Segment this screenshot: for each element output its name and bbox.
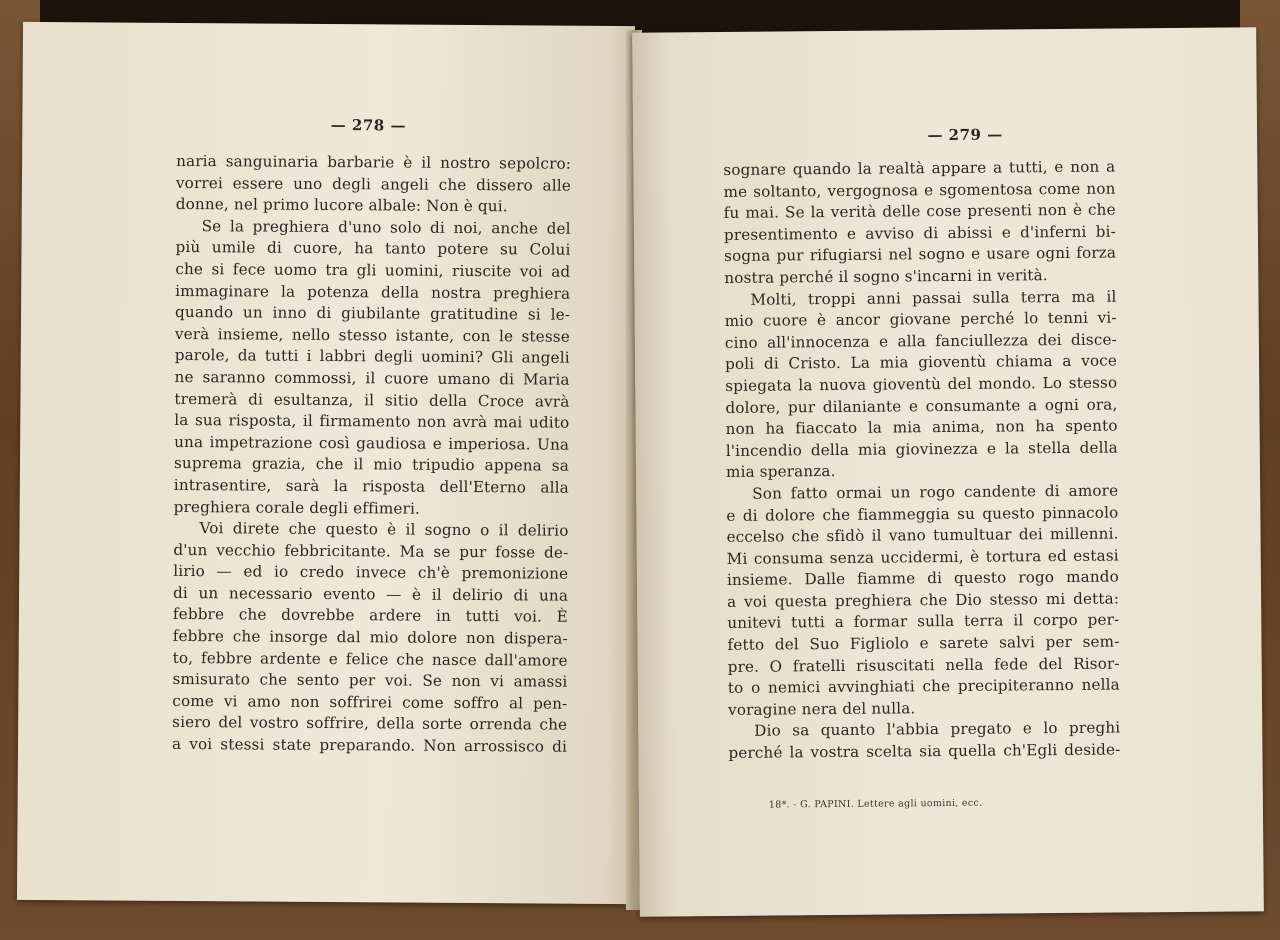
page-text	[172, 151, 571, 758]
page-number: — 279 —	[927, 125, 1003, 145]
text-line: d'un vecchio febbricitante. Ma se pur fosse de-	[173, 540, 569, 562]
text-line: Dio sa quanto l'abbia pregato e lo preghi	[754, 718, 1121, 741]
text-line: febbre che insorge dal mio dolore non dispera-	[172, 626, 568, 648]
text-line: eccelso che sfidò il vano tumultuar dei millenni.	[726, 524, 1119, 547]
text-line: smisurato che sento per voi. Se non vi amassi	[172, 670, 568, 691]
text-line: parole, da tutti i labbri degli uomini? Gli angeli	[174, 346, 570, 368]
text-line: febbre che dovrebbe ardere in tutti voi. È	[172, 605, 568, 627]
text-line: e di dolore che fiammeggia su questo pinnacolo	[726, 503, 1119, 525]
text-line: Mi consuma senza uccidermi, è tortura ed estasi	[726, 546, 1119, 568]
text-line: voragine nera del nulla.	[727, 699, 916, 719]
text-line: nostra perché il sogno s'incarni in verità.	[724, 266, 1048, 287]
right-page	[632, 27, 1264, 916]
text-line: cino all'innocenza e alla fanciullezza dei disce-	[724, 330, 1117, 352]
text-line: quando un inno di giubilante gratitudine si le-	[174, 303, 571, 324]
text-line: come vi amo non soffrirei come soffro al pen-	[172, 691, 568, 713]
text-line: spiegata la nuova gioventù del mondo. Lo stesso	[725, 373, 1118, 395]
text-line: to, febbre ardente e felice che nasce dall'amore	[172, 648, 568, 670]
text-line: Se la preghiera d'uno solo di noi, anche del	[201, 216, 571, 238]
page-text	[723, 157, 1120, 765]
text-line: dolore, pur dilaniante e consumante a ogni ora,	[725, 395, 1118, 417]
text-line: ne saranno commossi, il cuore umano di Maria	[174, 367, 570, 389]
text-line: mio cuore è ancor giovane perché lo tenni vi-	[724, 308, 1117, 331]
text-line: più umile di cuore, ha tanto potere su Colui	[175, 238, 571, 260]
text-line: non ha fiaccato la mia anima, non ha spento	[725, 416, 1118, 439]
text-line: unitevi tutti a formar sulla terra il corpo per-	[727, 610, 1120, 633]
text-line: vorrei essere uno degli angeli che dissero alle	[175, 173, 572, 195]
text-line: presentimento e avviso di abissi e d'inferni bi-	[723, 222, 1116, 244]
text-line: siero del vostro soffrire, della sorte orrenda che	[172, 713, 568, 735]
left-page	[17, 22, 635, 904]
text-line: che si fece uomo tra gli uomini, riuscite voi ad	[175, 259, 571, 281]
page-footer: 18*. - G. PAPINI. Lettere agli uomini, ecc.	[768, 797, 983, 811]
text-line: perché la vostra scelta sia quella ch'Egli deside-	[728, 740, 1121, 762]
text-line: poli di Cristo. La mia gioventù chiama a voce	[724, 351, 1118, 374]
text-line: intrasentire, sarà la risposta dell'Eterno alla	[173, 475, 569, 497]
text-line: naria sanguinaria barbarie è il nostro sepolcro:	[176, 151, 572, 173]
text-line: pre. O fratelli risuscitati nella fede del Risor-	[727, 654, 1120, 676]
text-line: la sua risposta, il firmamento non avrà mai udito	[174, 411, 570, 432]
text-line: Voi direte che questo è il sogno o il delirio	[199, 519, 569, 540]
text-line: Son fatto ormai un rogo candente di amore	[752, 481, 1119, 503]
text-line: me soltanto, vergognosa e sgomentosa come non	[723, 179, 1116, 201]
text-line: l'incendio della mia giovinezza e la stella della	[725, 438, 1118, 460]
text-line: donne, nel primo lucore albale: Non è qui.	[175, 195, 508, 216]
text-line: lirio — ed io credo invece ch'è premonizione	[173, 562, 569, 583]
text-line: insieme. Dalle fiamme di questo rogo mando	[726, 567, 1119, 590]
text-line: verà insieme, nello stesso istante, con le stesse	[174, 324, 570, 346]
text-line: una impetrazione così gaudiosa e imperiosa. Una	[174, 432, 570, 454]
text-line: Molti, troppi anni passai sulla terra ma il	[750, 287, 1117, 309]
text-line: fu mai. Se la verità delle cose presenti non è che	[723, 200, 1116, 223]
text-line: a voi questa preghiera che Dio stesso mi detta:	[727, 589, 1120, 611]
text-line: tremerà di esultanza, il sitio della Croce avrà	[174, 389, 570, 411]
text-line: sognare quando la realtà appare a tutti, e non a	[723, 157, 1116, 179]
text-line: suprema grazia, che il mio tripudio appena sa	[173, 454, 570, 476]
text-line: di un necessario evento — è il delirio di una	[173, 583, 569, 605]
text-line: preghiera corale degli effimeri.	[173, 497, 421, 518]
text-line: fetto del Suo Figliolo e sarete salvi per sem-	[727, 632, 1120, 654]
text-line: a voi stessi state preparando. Non arrossisco di	[171, 734, 568, 756]
text-line: mia speranza.	[725, 462, 836, 482]
text-line: immaginare la potenza della nostra preghiera	[175, 281, 571, 303]
text-line: sogna pur rifugiarsi nel sogno e usare ogni forza	[724, 243, 1117, 266]
text-line: to o nemici avvinghiati che precipiteranno nella	[727, 675, 1120, 698]
page-number: — 278 —	[330, 116, 407, 135]
